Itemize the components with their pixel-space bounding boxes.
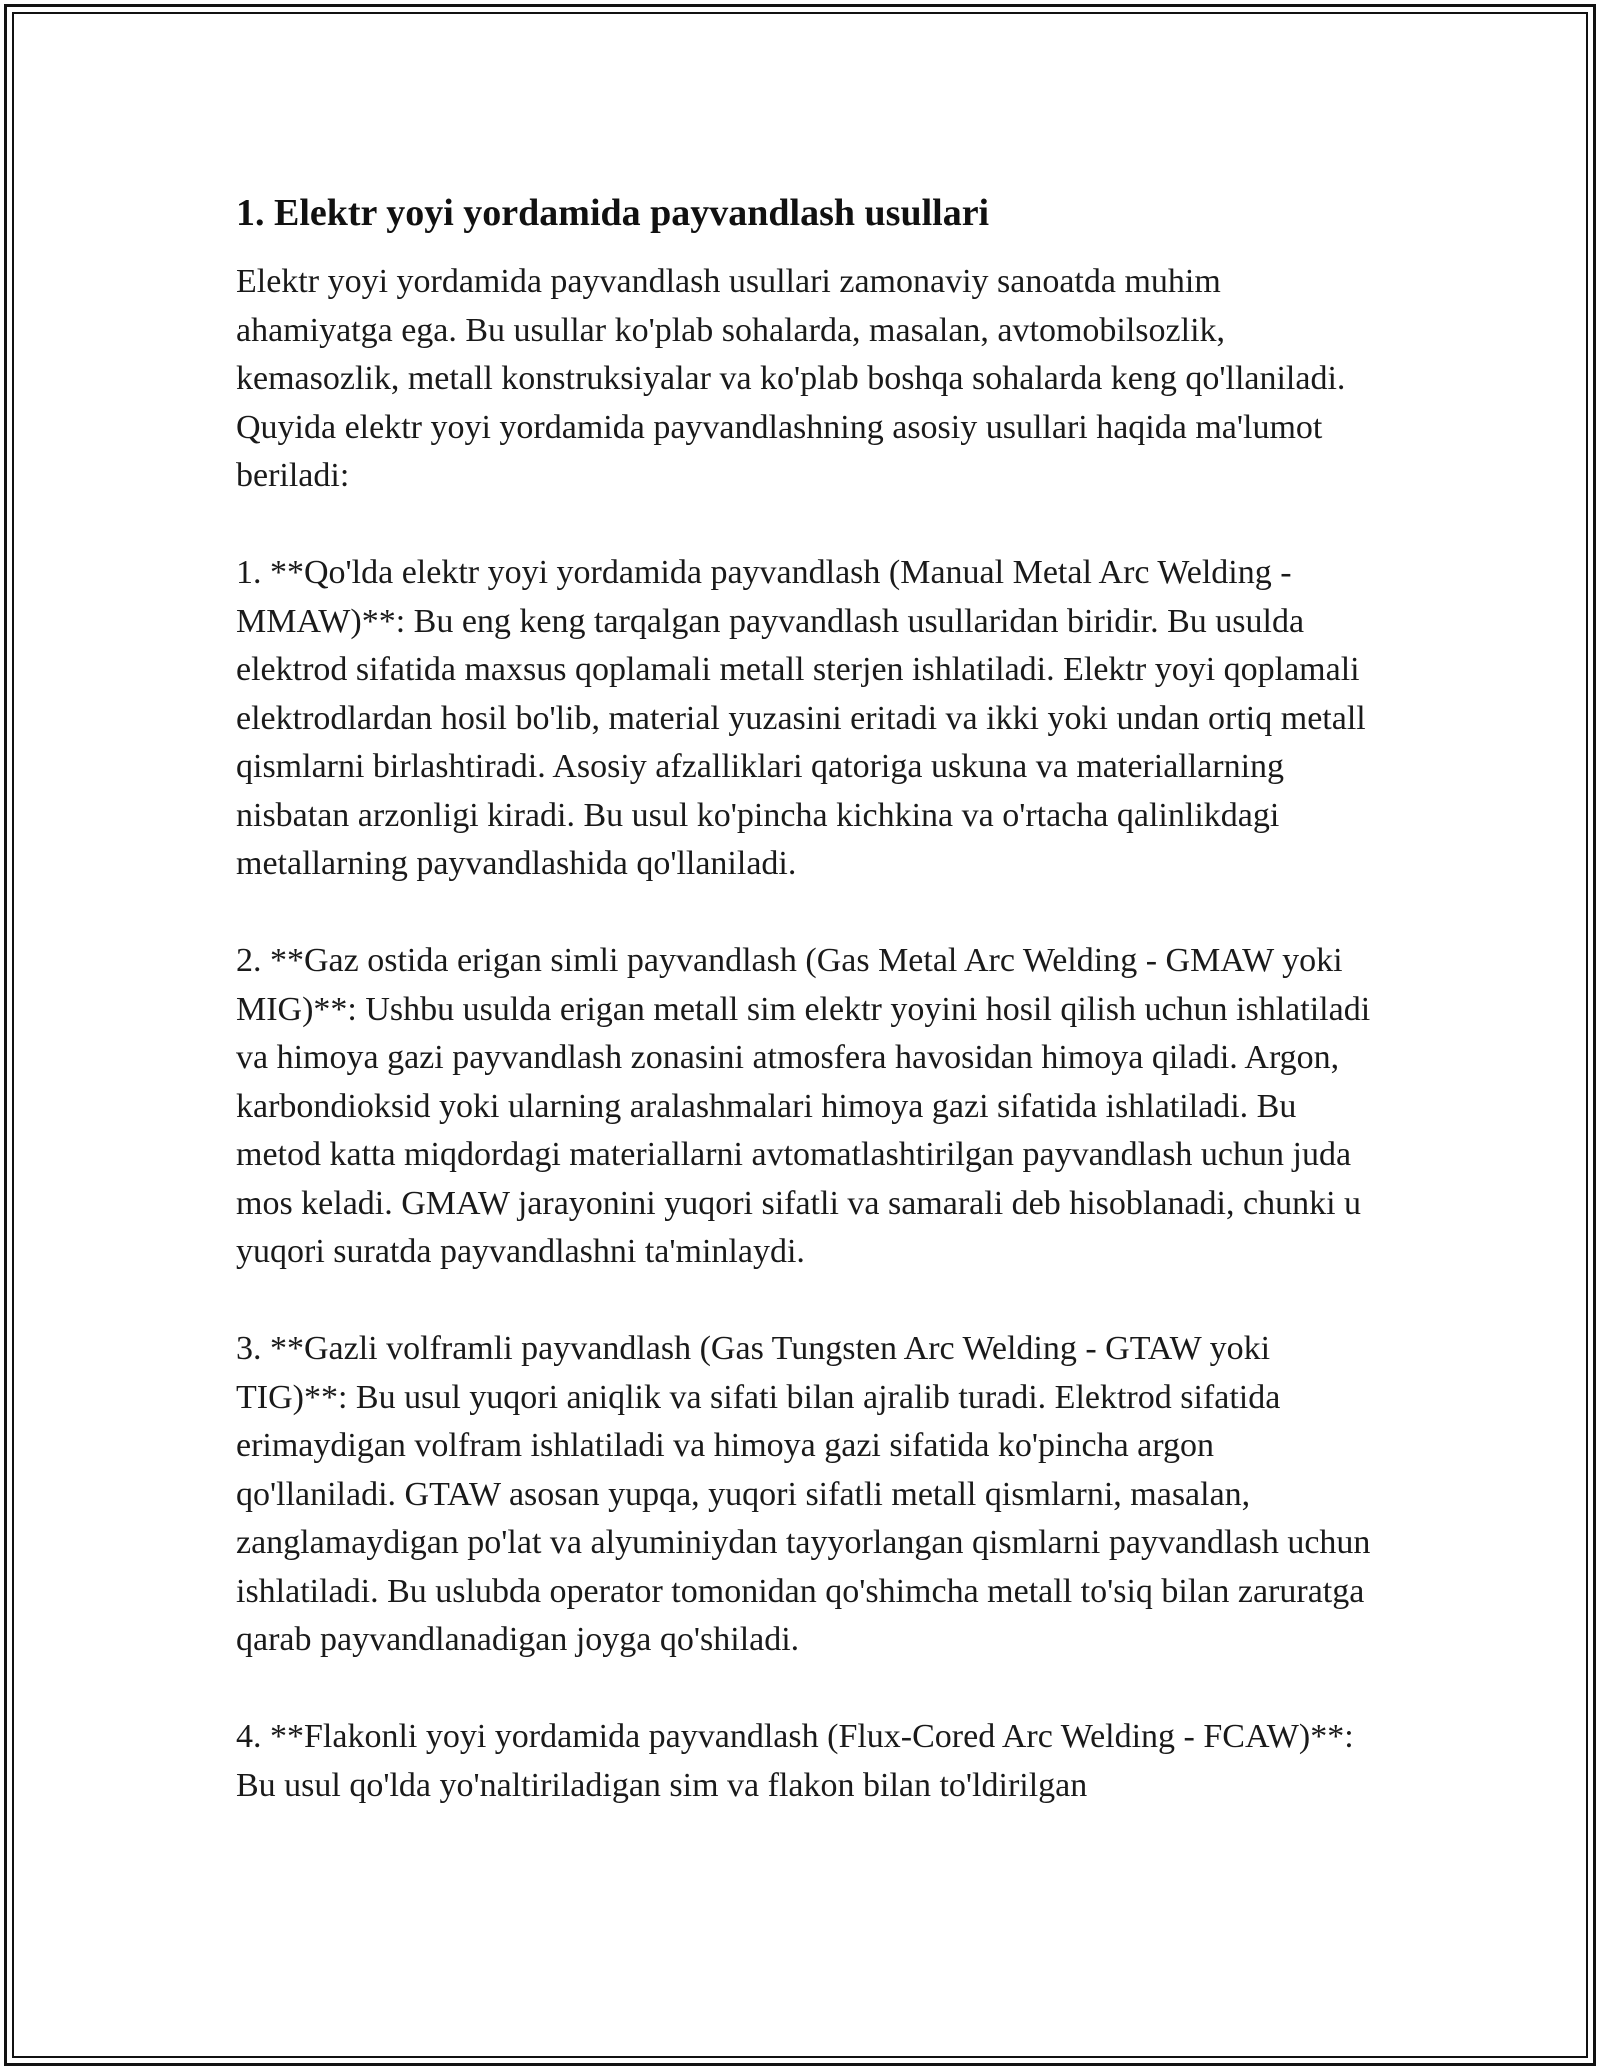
- document-body: [236, 188, 1376, 1810]
- section-title: 1. Elektr yoyi yordamida payvandlash usullari: [236, 192, 990, 234]
- method-mmaw-paragraph: 1. **Qo'lda elektr yoyi yordamida payvandlash (Manual Metal Arc Welding - MMAW)**: Bu eng keng tarqalgan payvandlash usullaridan biridir. Bu usulda elektrod sifatida maxsus qoplamali metall sterjen ishlatiladi. Elektr yoyi qoplamali elektrodlardan hosil bo'lib, material yuzasini eritadi va ikki yoki undan ortiq metall qismlarni birlashtiradi. Asosiy afzalliklari qatoriga uskuna va materiallarning nisbatan arzonligi kiradi. Bu usul ko'pincha kichkina va o'rtacha qalinlikdagi metallarning payvandlashida qo'llaniladi.: [236, 554, 1366, 882]
- method-gtaw-paragraph: 3. **Gazli volframli payvandlash (Gas Tungsten Arc Welding - GTAW yoki TIG)**: Bu usul yuqori aniqlik va sifati bilan ajralib turadi. Elektrod sifatida erimaydigan volfram ishlatiladi va himoya gazi sifatida ko'pincha argon qo'llaniladi. GTAW asosan yupqa, yuqori sifatli metall qismlarni, masalan, zanglamaydigan po'lat va alyuminiydan tayyorlangan qismlarni payvandlash uchun ishlatiladi. Bu uslubda operator tomonidan qo'shimcha metall to'siq bilan zaruratga qarab payvandlanadigan joyga qo'shiladi.: [236, 1330, 1371, 1658]
- method-gmaw-paragraph: 2. **Gaz ostida erigan simli payvandlash (Gas Metal Arc Welding - GMAW yoki MIG)**: Ushbu usulda erigan metall sim elektr yoyini hosil qilish uchun ishlatiladi va himoya gazi payvandlash zonasini atmosfera havosidan himoya qiladi. Argon, karbondioksid yoki ularning aralashmalari himoya gazi sifatida ishlatiladi. Bu metod katta miqdordagi materiallarni avtomatlashtirilgan payvandlash uchun juda mos keladi. GMAW jarayonini yuqori sifatli va samarali deb hisoblanadi, chunki u yuqori suratda payvandlashni ta'minlaydi.: [236, 942, 1371, 1270]
- method-fcaw-paragraph: 4. **Flakonli yoyi yordamida payvandlash (Flux-Cored Arc Welding - FCAW)**: Bu usul qo'lda yo'naltiriladigan sim va flakon bilan to'ldirilgan: [236, 1718, 1354, 1804]
- intro-paragraph: Elektr yoyi yordamida payvandlash usullari zamonaviy sanoatda muhim ahamiyatga ega. Bu usullar ko'plab sohalarda, masalan, avtomobilsozlik, kemasozlik, metall konstruksiyalar va ko'plab boshqa sohalarda keng qo'llaniladi. Quyida elektr yoyi yordamida payvandlashning asosiy usullari haqida ma'lumot beriladi:: [236, 263, 1346, 494]
